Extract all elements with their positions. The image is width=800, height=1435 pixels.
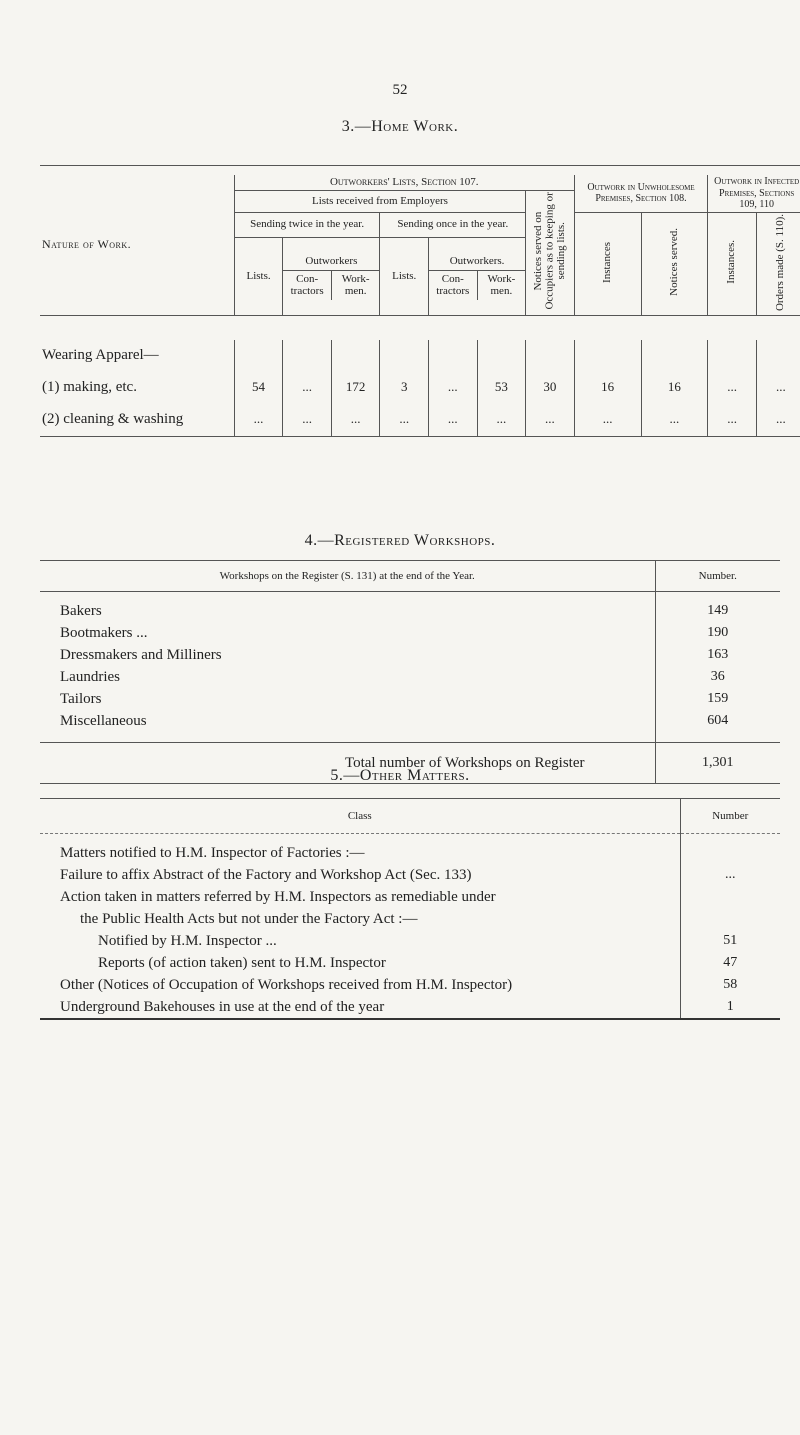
section-4-title: 4.—Registered Workshops. [304, 532, 496, 549]
nature-of-work-header: Nature of Work. [42, 237, 132, 252]
table-row: Matters notified to H.M. Inspector of Factories :— [40, 842, 780, 864]
table-row: Bakers 149 [40, 600, 780, 622]
instances-header: Instances [574, 212, 641, 316]
twice-header: Sending twice in the year. [234, 212, 380, 238]
home-work-table [40, 175, 800, 437]
lists-received-header: Lists received from Employers [234, 190, 525, 212]
table-row: Underground Bakehouses in use at the end of the year 1 [40, 996, 780, 1019]
section-5-title: 5.—Other Matters. [330, 767, 470, 784]
registered-workshops-table [40, 560, 780, 784]
table-row: Notified by H.M. Inspector ... 51 [40, 930, 780, 952]
other-matters-table [40, 798, 780, 1020]
once-header: Sending once in the year. [380, 212, 526, 238]
table-row: Action taken in matters referred by H.M. Inspectors as remediable under [40, 886, 780, 908]
outworkers-twice-header: Outworkers Con-tractors Work-men. [283, 238, 380, 316]
workshops-desc-header: Workshops on the Register (S. 131) at the end of the Year. [40, 561, 655, 592]
class-header: Class [40, 799, 680, 834]
contractors-once-header: Con-tractors [436, 272, 470, 298]
table-row: Reports (of action taken) sent to H.M. Inspector 47 [40, 952, 780, 974]
table-row: Laundries 36 [40, 666, 780, 688]
unwholesome-header: Outwork in Unwholesome Premises, Section 108. [574, 175, 708, 212]
contractors-twice-header: Con-tractors [290, 272, 324, 298]
number-header: Number [680, 799, 780, 834]
table-top-rule [40, 165, 800, 166]
total-row: Total number of Workshops on Register 1,301 [40, 743, 780, 784]
outworkers-lists-header: Outworkers' Lists, Section 107. [234, 175, 574, 190]
lists-twice-header: Lists. [234, 238, 283, 316]
infected-instances-header: Instances. [708, 212, 757, 316]
lists-once-header: Lists. [380, 238, 429, 316]
workshops-number-header: Number. [655, 561, 780, 592]
table-row: Failure to affix Abstract of the Factory and Workshop Act (Sec. 133) ... [40, 864, 780, 886]
table-row: Tailors 159 [40, 688, 780, 710]
outworkers-once-header: Outworkers. Con-tractors Work-men. [429, 238, 526, 316]
table-row: Dressmakers and Milliners 163 [40, 644, 780, 666]
notices-served-on-header: Notices served on Occupiers as to keeping or sending lists. [526, 190, 575, 316]
table-row: (1) making, etc. 54 ... 172 3 ... 53 30 16 16 ... ... [40, 372, 800, 404]
section-3-title: 3.—Home Work. [341, 118, 459, 135]
infected-header: Outwork in Infected Premises, Sections 109, 110 [708, 175, 800, 212]
table-row: Miscellaneous 604 [40, 710, 780, 732]
orders-made-header: Orders made (S. 110). [756, 212, 800, 316]
page-number: 52 [392, 82, 408, 98]
table-row: Bootmakers ... 190 [40, 622, 780, 644]
table-row: Wearing Apparel— [40, 340, 800, 372]
table-row: the Public Health Acts but not under the Factory Act :— [40, 908, 780, 930]
table-row: (2) cleaning & washing ... ... ... ... ... ... ... ... ... ... ... [40, 404, 800, 437]
table-row: Other (Notices of Occupation of Workshops received from H.M. Inspector) 58 [40, 974, 780, 996]
workmen-once-header: Work-men. [477, 271, 526, 300]
notices-served-header: Notices served. [641, 212, 708, 316]
workmen-twice-header: Work-men. [331, 271, 380, 300]
